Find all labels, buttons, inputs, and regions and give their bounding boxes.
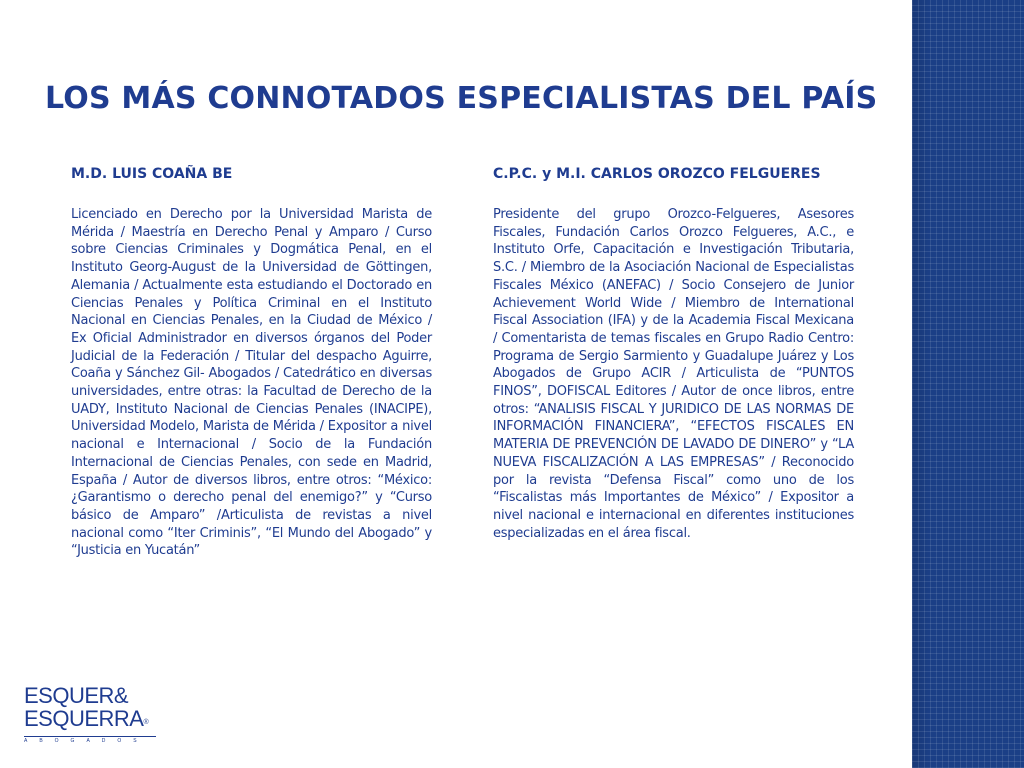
decorative-sidebar-panel xyxy=(912,0,1024,768)
logo-subtitle: ABOGADOS xyxy=(24,738,149,744)
specialist-bio: Licenciado en Derecho por la Universidad Marista de Mérida / Maestría en Derecho Penal y Amparo / Curso sobre Ciencias Criminales y Dogmática Penal, en el Instituto Georg-August de la Universidad de Göttingen, Alemania / Actualmente esta estudiando el Doctorado en Ciencias Penales y Política Criminal en el Instituto Nacional en Ciencias Penales, en la Ciudad de México / Ex Oficial Administrador en diversos órganos del Poder Judicial de la Federación / Titular del despacho Aguirre, Coaña y Sánchez Gil- Abogados / Catedrático en diversas universidades, entre otras: la Facultad de Derecho de la UADY, Instituto Nacional de Ciencias Penales (INACIPE), Universidad Modelo, Marista de Mérida / Expositor a nivel nacional e Internacional / Socio de la Fundación Internacional de Ciencias Penales, con sede en Madrid, España / Autor de diversos libros, entre otros: “México: ¿Garantismo o derecho penal del enemigo?” y “Curso básico de Amparo” /Articulista de revistas a nivel nacional como “Iter Criminis”, “El Mundo del Abogado” y “Justicia en Yucatán” xyxy=(71,207,432,559)
specialist-card-orozco xyxy=(493,163,854,542)
slide-title: LOS MÁS CONNOTADOS ESPECIALISTAS DEL PAÍS xyxy=(45,81,878,116)
specialist-name: M.D. LUIS COAÑA BE xyxy=(71,166,233,182)
logo-line-1: ESQUER& xyxy=(24,683,129,708)
logo-line-2 xyxy=(24,708,164,734)
registered-mark: ® xyxy=(143,719,149,726)
specialist-card-coana xyxy=(71,163,432,560)
logo-line-2-text: ESQUERRA xyxy=(24,706,144,731)
firm-logo xyxy=(24,684,164,748)
specialist-bio: Presidente del grupo Orozco-Felgueres, Asesores Fiscales, Fundación Carlos Orozco Felgueres, A.C., e Instituto Orfe, Capacitación e Investigación Tributaria, S.C. / Miembro de la Asociación Nacional de Especialistas Fiscales México (ANEFAC) / Socio Consejero de Junior Achievement World Wide / Miembro de International Fiscal Association (IFA) y de la Academia Fiscal Mexicana / Comentarista de temas fiscales en Grupo Radio Centro: Programa de Sergio Sarmiento y Guadalupe Juárez y Los Abogados de Grupo ACIR / Articulista de “PUNTOS FINOS”, DOFISCAL Editores / Autor de once libros, entre otros: “ANALISIS FISCAL Y JURIDICO DE LAS NORMAS DE INFORMACIÓN FINANCIERA”, “EFECTOS FISCALES EN MATERIA DE PREVENCIÓN DE LAVADO DE DINERO” y “LA NUEVA FISCALIZACIÓN A LAS EMPRESAS” / Reconocido por la revista “Defensa Fiscal” como uno de los “Fiscalistas más Importantes de México” / Expositor a nivel nacional e internacional en diferentes instituciones especializadas en el área fiscal. xyxy=(493,207,854,541)
specialist-name: C.P.C. y M.I. CARLOS OROZCO FELGUERES xyxy=(493,166,821,182)
